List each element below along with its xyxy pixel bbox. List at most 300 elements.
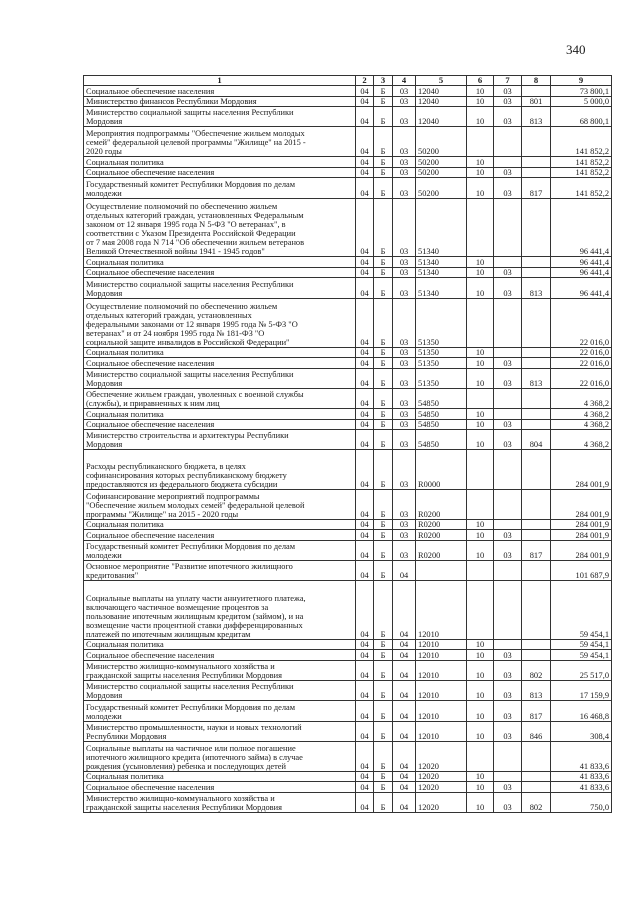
code-col-6-cell bbox=[467, 561, 494, 581]
amount-cell: 4 368,2 bbox=[551, 419, 612, 430]
code-col-4-cell: 03 bbox=[393, 409, 416, 420]
code-col-5-cell: R0200 bbox=[416, 530, 467, 541]
code-col-5-cell: 50200 bbox=[416, 178, 467, 198]
table-row bbox=[84, 127, 612, 157]
table-row bbox=[84, 430, 612, 450]
code-col-8-cell bbox=[522, 450, 551, 489]
code-col-5-cell: 12020 bbox=[416, 782, 467, 793]
code-col-6-cell bbox=[467, 198, 494, 257]
code-col-3-cell: Б bbox=[374, 721, 393, 741]
table-row bbox=[84, 178, 612, 198]
code-col-7-cell: 03 bbox=[494, 530, 522, 541]
page-number: 340 bbox=[566, 42, 586, 57]
code-col-5-cell: 12010 bbox=[416, 721, 467, 741]
code-col-7-cell bbox=[494, 639, 522, 650]
code-col-8-cell bbox=[522, 388, 551, 408]
code-col-4-cell: 03 bbox=[393, 198, 416, 257]
code-col-6-cell: 10 bbox=[467, 257, 494, 268]
table-row bbox=[84, 581, 612, 640]
column-header: 9 bbox=[551, 76, 612, 86]
expense-name-cell: Социальное обеспечение населения bbox=[84, 358, 356, 369]
expense-name-cell: Социальное обеспечение населения bbox=[84, 167, 356, 178]
table-row bbox=[84, 107, 612, 127]
expense-name-cell: Государственный комитет Республики Мордовия по делам молодежи bbox=[84, 178, 356, 198]
expense-name-cell: Социальное обеспечение населения bbox=[84, 86, 356, 97]
amount-cell: 22 016,0 bbox=[551, 368, 612, 388]
code-col-6-cell: 10 bbox=[467, 358, 494, 369]
amount-cell: 41 833,6 bbox=[551, 741, 612, 771]
code-col-4-cell: 04 bbox=[393, 792, 416, 812]
code-col-8-cell bbox=[522, 419, 551, 430]
code-col-6-cell: 10 bbox=[467, 409, 494, 420]
code-col-6-cell: 10 bbox=[467, 278, 494, 298]
code-col-8-cell: 846 bbox=[522, 721, 551, 741]
code-col-7-cell: 03 bbox=[494, 96, 522, 107]
code-col-7-cell bbox=[494, 127, 522, 157]
code-col-2-cell: 04 bbox=[356, 430, 374, 450]
column-header: 6 bbox=[467, 76, 494, 86]
code-col-7-cell: 03 bbox=[494, 419, 522, 430]
code-col-2-cell: 04 bbox=[356, 127, 374, 157]
code-col-5-cell: 54850 bbox=[416, 430, 467, 450]
table-body bbox=[84, 86, 612, 813]
expense-name-cell: Социальная политика bbox=[84, 409, 356, 420]
code-col-3-cell: Б bbox=[374, 358, 393, 369]
code-col-8-cell: 813 bbox=[522, 681, 551, 701]
code-col-5-cell: 54850 bbox=[416, 409, 467, 420]
table-row bbox=[84, 782, 612, 793]
code-col-2-cell: 04 bbox=[356, 86, 374, 97]
code-col-8-cell: 817 bbox=[522, 540, 551, 560]
code-col-4-cell: 04 bbox=[393, 771, 416, 782]
code-col-6-cell: 10 bbox=[467, 347, 494, 358]
expense-name-cell: Осуществление полномочий по обеспечению жильем отдельных категорий граждан, установленных Федеральным законом от 12 января 1995 года N 5-ФЗ "О ветеранах", в соответствии с Указом Президента Российской Федерации от 7 мая 2008 года N 714 "Об обеспечении жильем ветеранов Великой Отечественной войны 1941 - 1945 годов" bbox=[84, 198, 356, 257]
code-col-6-cell: 10 bbox=[467, 107, 494, 127]
code-col-4-cell: 03 bbox=[393, 368, 416, 388]
code-col-7-cell: 03 bbox=[494, 681, 522, 701]
amount-cell: 4 368,2 bbox=[551, 409, 612, 420]
code-col-8-cell: 817 bbox=[522, 701, 551, 721]
expense-name-cell: Социальная политика bbox=[84, 157, 356, 168]
expense-name-cell: Расходы республиканского бюджета, в целях софинансирования которых республиканскому бюджету предоставляются из федерального бюджета субсидии bbox=[84, 450, 356, 489]
code-col-3-cell: Б bbox=[374, 409, 393, 420]
code-col-5-cell: 51350 bbox=[416, 347, 467, 358]
expense-name-cell: Социальные выплаты на уплату части аннуитетного платежа, включающего частичное возмещение процентов за пользование ипотечным жилищным кредитом (займом), и на возмещение части процентной ставки дифференцированных платежей по ипотечным жилищным кредитам bbox=[84, 581, 356, 640]
expense-name-cell: Социальная политика bbox=[84, 519, 356, 530]
table-row bbox=[84, 681, 612, 701]
table-row bbox=[84, 639, 612, 650]
table-row bbox=[84, 771, 612, 782]
code-col-5-cell: 12040 bbox=[416, 96, 467, 107]
amount-cell: 308,4 bbox=[551, 721, 612, 741]
code-col-4-cell: 04 bbox=[393, 782, 416, 793]
amount-cell: 141 852,2 bbox=[551, 157, 612, 168]
table-row bbox=[84, 561, 612, 581]
code-col-7-cell: 03 bbox=[494, 782, 522, 793]
code-col-3-cell: Б bbox=[374, 267, 393, 278]
code-col-6-cell: 10 bbox=[467, 660, 494, 680]
code-col-4-cell: 03 bbox=[393, 430, 416, 450]
code-col-7-cell bbox=[494, 771, 522, 782]
table-row bbox=[84, 278, 612, 298]
code-col-3-cell: Б bbox=[374, 540, 393, 560]
code-col-8-cell: 802 bbox=[522, 792, 551, 812]
code-col-2-cell: 04 bbox=[356, 639, 374, 650]
code-col-5-cell: R0000 bbox=[416, 450, 467, 489]
code-col-7-cell: 03 bbox=[494, 178, 522, 198]
code-col-4-cell: 03 bbox=[393, 419, 416, 430]
code-col-2-cell: 04 bbox=[356, 347, 374, 358]
code-col-3-cell: Б bbox=[374, 450, 393, 489]
table-row bbox=[84, 298, 612, 347]
code-col-2-cell: 04 bbox=[356, 257, 374, 268]
code-col-5-cell: 50200 bbox=[416, 167, 467, 178]
expense-name-cell: Основное мероприятие "Развитие ипотечного жилищного кредитования" bbox=[84, 561, 356, 581]
expense-name-cell: Социальные выплаты на частичное или полное погашение ипотечного жилищного кредита (ипотечного займа) в случае рождения (усыновления) ребенка и последующих детей bbox=[84, 741, 356, 771]
code-col-3-cell: Б bbox=[374, 660, 393, 680]
code-col-4-cell: 03 bbox=[393, 278, 416, 298]
code-col-4-cell: 03 bbox=[393, 257, 416, 268]
code-col-3-cell: Б bbox=[374, 792, 393, 812]
code-col-8-cell bbox=[522, 581, 551, 640]
code-col-2-cell: 04 bbox=[356, 267, 374, 278]
code-col-7-cell bbox=[494, 741, 522, 771]
amount-cell: 284 001,9 bbox=[551, 519, 612, 530]
expense-name-cell: Социальное обеспечение населения bbox=[84, 267, 356, 278]
code-col-3-cell: Б bbox=[374, 741, 393, 771]
code-col-6-cell: 10 bbox=[467, 157, 494, 168]
code-col-3-cell: Б bbox=[374, 519, 393, 530]
code-col-2-cell: 04 bbox=[356, 782, 374, 793]
amount-cell: 25 517,0 bbox=[551, 660, 612, 680]
code-col-6-cell: 10 bbox=[467, 178, 494, 198]
code-col-8-cell bbox=[522, 489, 551, 519]
code-col-4-cell: 03 bbox=[393, 96, 416, 107]
amount-cell: 22 016,0 bbox=[551, 347, 612, 358]
code-col-5-cell: 51340 bbox=[416, 278, 467, 298]
table-header-row bbox=[84, 76, 612, 86]
code-col-2-cell: 04 bbox=[356, 650, 374, 661]
code-col-4-cell: 03 bbox=[393, 519, 416, 530]
code-col-5-cell: 12010 bbox=[416, 660, 467, 680]
table-row bbox=[84, 167, 612, 178]
code-col-4-cell: 03 bbox=[393, 450, 416, 489]
amount-cell: 17 159,9 bbox=[551, 681, 612, 701]
code-col-3-cell: Б bbox=[374, 782, 393, 793]
code-col-4-cell: 03 bbox=[393, 358, 416, 369]
code-col-4-cell: 04 bbox=[393, 721, 416, 741]
code-col-7-cell bbox=[494, 157, 522, 168]
code-col-7-cell bbox=[494, 388, 522, 408]
code-col-7-cell: 03 bbox=[494, 540, 522, 560]
table-row bbox=[84, 540, 612, 560]
table-row bbox=[84, 721, 612, 741]
code-col-7-cell bbox=[494, 198, 522, 257]
code-col-8-cell bbox=[522, 782, 551, 793]
expense-name-cell: Социальное обеспечение населения bbox=[84, 419, 356, 430]
code-col-3-cell: Б bbox=[374, 107, 393, 127]
code-col-5-cell: 12010 bbox=[416, 639, 467, 650]
code-col-7-cell: 03 bbox=[494, 660, 522, 680]
code-col-2-cell: 04 bbox=[356, 721, 374, 741]
code-col-2-cell: 04 bbox=[356, 530, 374, 541]
code-col-8-cell bbox=[522, 167, 551, 178]
expense-name-cell: Министерство социальной защиты населения Республики Мордовия bbox=[84, 107, 356, 127]
code-col-8-cell: 813 bbox=[522, 278, 551, 298]
code-col-7-cell bbox=[494, 409, 522, 420]
table-row bbox=[84, 368, 612, 388]
code-col-4-cell: 03 bbox=[393, 388, 416, 408]
expense-name-cell: Социальное обеспечение населения bbox=[84, 782, 356, 793]
code-col-7-cell: 03 bbox=[494, 267, 522, 278]
code-col-2-cell: 04 bbox=[356, 96, 374, 107]
code-col-8-cell: 813 bbox=[522, 368, 551, 388]
code-col-7-cell: 03 bbox=[494, 358, 522, 369]
amount-cell: 41 833,6 bbox=[551, 771, 612, 782]
column-header: 5 bbox=[416, 76, 467, 86]
code-col-7-cell: 03 bbox=[494, 430, 522, 450]
code-col-2-cell: 04 bbox=[356, 701, 374, 721]
code-col-6-cell bbox=[467, 388, 494, 408]
code-col-3-cell: Б bbox=[374, 257, 393, 268]
code-col-2-cell: 04 bbox=[356, 489, 374, 519]
code-col-7-cell bbox=[494, 561, 522, 581]
code-col-3-cell: Б bbox=[374, 347, 393, 358]
code-col-6-cell: 10 bbox=[467, 267, 494, 278]
code-col-6-cell: 10 bbox=[467, 540, 494, 560]
code-col-3-cell: Б bbox=[374, 198, 393, 257]
code-col-5-cell: 51350 bbox=[416, 358, 467, 369]
expense-name-cell: Министерство социальной защиты населения Республики Мордовия bbox=[84, 278, 356, 298]
expense-name-cell: Государственный комитет Республики Мордовия по делам молодежи bbox=[84, 540, 356, 560]
code-col-8-cell bbox=[522, 358, 551, 369]
code-col-8-cell: 804 bbox=[522, 430, 551, 450]
column-header: 3 bbox=[374, 76, 393, 86]
amount-cell: 5 000,0 bbox=[551, 96, 612, 107]
code-col-7-cell: 03 bbox=[494, 167, 522, 178]
table-row bbox=[84, 650, 612, 661]
code-col-6-cell: 10 bbox=[467, 86, 494, 97]
code-col-3-cell: Б bbox=[374, 650, 393, 661]
code-col-8-cell bbox=[522, 267, 551, 278]
code-col-6-cell: 10 bbox=[467, 167, 494, 178]
code-col-6-cell: 10 bbox=[467, 519, 494, 530]
code-col-2-cell: 04 bbox=[356, 792, 374, 812]
code-col-3-cell: Б bbox=[374, 278, 393, 298]
code-col-2-cell: 04 bbox=[356, 660, 374, 680]
code-col-8-cell: 817 bbox=[522, 178, 551, 198]
code-col-4-cell: 04 bbox=[393, 681, 416, 701]
code-col-3-cell: Б bbox=[374, 489, 393, 519]
table-row bbox=[84, 358, 612, 369]
code-col-7-cell bbox=[494, 257, 522, 268]
amount-cell: 22 016,0 bbox=[551, 358, 612, 369]
expense-name-cell: Социальная политика bbox=[84, 347, 356, 358]
table-row bbox=[84, 267, 612, 278]
code-col-5-cell bbox=[416, 561, 467, 581]
code-col-7-cell bbox=[494, 450, 522, 489]
code-col-6-cell bbox=[467, 450, 494, 489]
amount-cell: 59 454,1 bbox=[551, 581, 612, 640]
code-col-8-cell bbox=[522, 771, 551, 782]
amount-cell: 16 468,8 bbox=[551, 701, 612, 721]
code-col-6-cell bbox=[467, 581, 494, 640]
code-col-3-cell: Б bbox=[374, 127, 393, 157]
code-col-8-cell bbox=[522, 198, 551, 257]
code-col-3-cell: Б bbox=[374, 157, 393, 168]
code-col-5-cell: 54850 bbox=[416, 388, 467, 408]
table-row bbox=[84, 388, 612, 408]
code-col-7-cell bbox=[494, 519, 522, 530]
code-col-4-cell: 04 bbox=[393, 561, 416, 581]
code-col-8-cell bbox=[522, 639, 551, 650]
code-col-5-cell: 50200 bbox=[416, 157, 467, 168]
code-col-8-cell bbox=[522, 298, 551, 347]
code-col-7-cell bbox=[494, 581, 522, 640]
code-col-6-cell: 10 bbox=[467, 650, 494, 661]
amount-cell: 141 852,2 bbox=[551, 167, 612, 178]
expense-name-cell: Софинансирование мероприятий подпрограммы "Обеспечение жильем молодых семей" федеральной целевой программы "Жилище" на 2015 - 2020 годы bbox=[84, 489, 356, 519]
code-col-7-cell bbox=[494, 298, 522, 347]
amount-cell: 284 001,9 bbox=[551, 489, 612, 519]
code-col-7-cell: 03 bbox=[494, 107, 522, 127]
code-col-4-cell: 03 bbox=[393, 86, 416, 97]
code-col-6-cell: 10 bbox=[467, 639, 494, 650]
expense-name-cell: Министерство социальной защиты населения Республики Мордовия bbox=[84, 681, 356, 701]
expense-name-cell: Министерство финансов Республики Мордовия bbox=[84, 96, 356, 107]
code-col-4-cell: 04 bbox=[393, 701, 416, 721]
amount-cell: 284 001,9 bbox=[551, 530, 612, 541]
code-col-2-cell: 04 bbox=[356, 107, 374, 127]
expense-name-cell: Социальная политика bbox=[84, 257, 356, 268]
amount-cell: 73 800,1 bbox=[551, 86, 612, 97]
amount-cell: 59 454,1 bbox=[551, 639, 612, 650]
table-row bbox=[84, 450, 612, 489]
code-col-7-cell: 03 bbox=[494, 701, 522, 721]
code-col-3-cell: Б bbox=[374, 178, 393, 198]
code-col-3-cell: Б bbox=[374, 86, 393, 97]
code-col-4-cell: 04 bbox=[393, 581, 416, 640]
code-col-3-cell: Б bbox=[374, 430, 393, 450]
code-col-5-cell: R0200 bbox=[416, 519, 467, 530]
amount-cell: 141 852,2 bbox=[551, 178, 612, 198]
amount-cell: 4 368,2 bbox=[551, 430, 612, 450]
code-col-6-cell: 10 bbox=[467, 782, 494, 793]
code-col-2-cell: 04 bbox=[356, 167, 374, 178]
code-col-5-cell: 12040 bbox=[416, 86, 467, 97]
table-row bbox=[84, 198, 612, 257]
code-col-6-cell bbox=[467, 489, 494, 519]
code-col-5-cell: R0200 bbox=[416, 540, 467, 560]
code-col-6-cell: 10 bbox=[467, 771, 494, 782]
code-col-8-cell bbox=[522, 519, 551, 530]
code-col-3-cell: Б bbox=[374, 419, 393, 430]
code-col-6-cell: 10 bbox=[467, 530, 494, 541]
code-col-6-cell: 10 bbox=[467, 430, 494, 450]
code-col-3-cell: Б bbox=[374, 561, 393, 581]
code-col-2-cell: 04 bbox=[356, 198, 374, 257]
code-col-3-cell: Б bbox=[374, 681, 393, 701]
code-col-4-cell: 03 bbox=[393, 540, 416, 560]
table-row bbox=[84, 157, 612, 168]
code-col-8-cell bbox=[522, 127, 551, 157]
code-col-5-cell: 12020 bbox=[416, 771, 467, 782]
code-col-8-cell: 802 bbox=[522, 660, 551, 680]
amount-cell: 4 368,2 bbox=[551, 388, 612, 408]
table-row bbox=[84, 701, 612, 721]
code-col-8-cell bbox=[522, 86, 551, 97]
code-col-5-cell: 54850 bbox=[416, 419, 467, 430]
code-col-4-cell: 03 bbox=[393, 167, 416, 178]
code-col-3-cell: Б bbox=[374, 581, 393, 640]
code-col-7-cell bbox=[494, 489, 522, 519]
amount-cell: 750,0 bbox=[551, 792, 612, 812]
code-col-2-cell: 04 bbox=[356, 409, 374, 420]
code-col-7-cell bbox=[494, 347, 522, 358]
code-col-4-cell: 03 bbox=[393, 298, 416, 347]
column-header: 7 bbox=[494, 76, 522, 86]
code-col-8-cell bbox=[522, 257, 551, 268]
code-col-3-cell: Б bbox=[374, 530, 393, 541]
code-col-5-cell: 51350 bbox=[416, 368, 467, 388]
code-col-6-cell bbox=[467, 741, 494, 771]
code-col-5-cell: 12040 bbox=[416, 107, 467, 127]
code-col-6-cell: 10 bbox=[467, 721, 494, 741]
code-col-5-cell: 12010 bbox=[416, 650, 467, 661]
code-col-5-cell: 51340 bbox=[416, 267, 467, 278]
expense-name-cell: Социальная политика bbox=[84, 771, 356, 782]
code-col-3-cell: Б bbox=[374, 96, 393, 107]
table-row bbox=[84, 530, 612, 541]
table-row bbox=[84, 347, 612, 358]
code-col-7-cell: 03 bbox=[494, 368, 522, 388]
code-col-5-cell: 12010 bbox=[416, 581, 467, 640]
amount-cell: 68 800,1 bbox=[551, 107, 612, 127]
expense-name-cell: Государственный комитет Республики Мордовия по делам молодежи bbox=[84, 701, 356, 721]
table-row bbox=[84, 660, 612, 680]
expense-name-cell: Социальное обеспечение населения bbox=[84, 650, 356, 661]
expense-name-cell: Обеспечение жильем граждан, уволенных с военной службы (службы), и приравненных к ним лиц bbox=[84, 388, 356, 408]
code-col-4-cell: 03 bbox=[393, 127, 416, 157]
table-row bbox=[84, 519, 612, 530]
code-col-8-cell: 801 bbox=[522, 96, 551, 107]
amount-cell: 284 001,9 bbox=[551, 540, 612, 560]
code-col-3-cell: Б bbox=[374, 298, 393, 347]
expense-name-cell: Министерство жилищно-коммунального хозяйства и гражданской защиты населения Республики Мордовия bbox=[84, 792, 356, 812]
code-col-8-cell bbox=[522, 347, 551, 358]
code-col-2-cell: 04 bbox=[356, 561, 374, 581]
code-col-8-cell bbox=[522, 561, 551, 581]
code-col-2-cell: 04 bbox=[356, 519, 374, 530]
code-col-4-cell: 04 bbox=[393, 660, 416, 680]
expense-name-cell: Министерство промышленности, науки и новых технологий Республики Мордовия bbox=[84, 721, 356, 741]
expense-name-cell: Министерство социальной защиты населения Республики Мордовия bbox=[84, 368, 356, 388]
code-col-5-cell: 51350 bbox=[416, 298, 467, 347]
code-col-3-cell: Б bbox=[374, 701, 393, 721]
code-col-2-cell: 04 bbox=[356, 278, 374, 298]
code-col-6-cell: 10 bbox=[467, 96, 494, 107]
column-header: 2 bbox=[356, 76, 374, 86]
code-col-2-cell: 04 bbox=[356, 681, 374, 701]
table-row bbox=[84, 489, 612, 519]
code-col-8-cell bbox=[522, 741, 551, 771]
code-col-3-cell: Б bbox=[374, 771, 393, 782]
code-col-2-cell: 04 bbox=[356, 157, 374, 168]
amount-cell: 284 001,9 bbox=[551, 450, 612, 489]
code-col-2-cell: 04 bbox=[356, 178, 374, 198]
code-col-8-cell bbox=[522, 157, 551, 168]
code-col-8-cell: 813 bbox=[522, 107, 551, 127]
